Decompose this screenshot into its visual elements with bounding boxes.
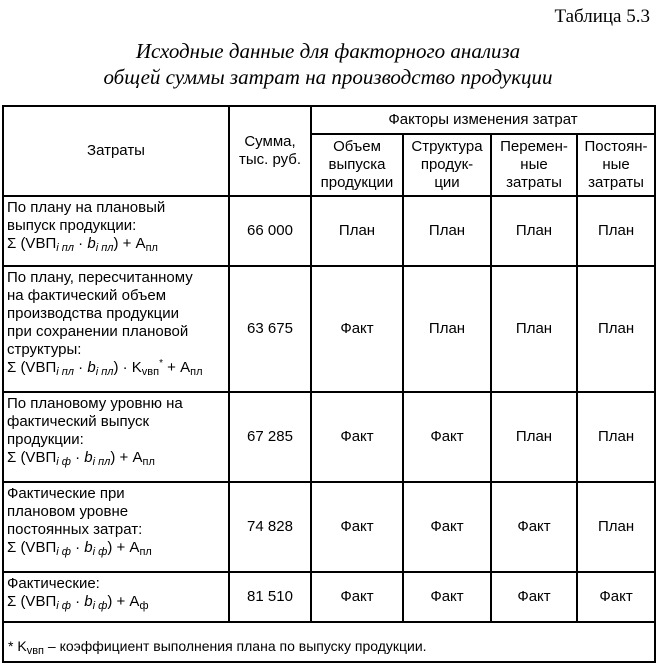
factor-value: План (491, 266, 577, 392)
formula-part: b (87, 235, 96, 252)
header-factor-line: ные (602, 156, 630, 173)
factor-value: Факт (311, 266, 403, 392)
factor-value: Факт (311, 392, 403, 482)
description-line: По плану, пересчитанному (7, 269, 193, 286)
header-factor-line: продук- (420, 156, 474, 173)
formula-sub: i пл (95, 366, 114, 378)
formula-sub: пл (139, 546, 152, 558)
factor-value: Факт (311, 482, 403, 572)
table-row (3, 196, 655, 266)
header-factor-line: затраты (506, 174, 562, 191)
description-line: По плану на плановый (7, 199, 166, 216)
formula-part: · (70, 539, 85, 556)
description-line: выпуск продукции: (7, 217, 137, 234)
header-factor-2 (491, 134, 577, 196)
factor-value: План (577, 196, 655, 266)
formula-part: b (84, 539, 93, 556)
formula-sub: i ф (56, 456, 71, 468)
formula-part: · (74, 359, 88, 376)
factor-value: Факт (403, 392, 491, 482)
header-factors: Факторы изменения затрат (311, 106, 655, 134)
formula-part: b (87, 359, 96, 376)
header-factor-line: Перемен- (500, 138, 568, 155)
factor-value: План (403, 196, 491, 266)
description-line: плановом уровне (7, 503, 129, 520)
footnote-subscript: vвп (26, 645, 44, 657)
factor-value: Факт (491, 482, 577, 572)
description-line: постоянных затрат: (7, 521, 143, 538)
header-factor-1 (403, 134, 491, 196)
formula-sub: пл (142, 456, 155, 468)
formula-sub: i пл (95, 242, 114, 254)
formula-sub: i пл (92, 456, 111, 468)
table-row (3, 266, 655, 392)
description-line: продукции: (7, 431, 84, 448)
formula-sub: vвп (141, 366, 160, 378)
description-line: Фактические при (7, 485, 125, 502)
sum-value: 63 675 (229, 266, 311, 392)
cost-description (3, 482, 229, 572)
formula-sub: пл (145, 242, 158, 254)
formula-part: Σ (VВП (7, 449, 57, 466)
formula-part: Σ (VВП (7, 235, 57, 252)
formula-part: Σ (VВП (7, 593, 57, 610)
cost-formula (7, 449, 225, 467)
cost-description (3, 572, 229, 622)
description-line: на фактический объем (7, 287, 167, 304)
header-factor-line: затраты (588, 174, 644, 191)
description-line: структуры: (7, 341, 82, 358)
sum-value: 67 285 (229, 392, 311, 482)
table-row (3, 392, 655, 482)
cost-description (3, 196, 229, 266)
cost-formula (7, 539, 225, 557)
formula-part: b (84, 449, 93, 466)
header-sum-line-1: Сумма, (244, 133, 296, 150)
header-factor-3 (577, 134, 655, 196)
factor-value: Факт (403, 482, 491, 572)
header-factor-line: Структура (411, 138, 483, 155)
formula-sub: i ф (92, 546, 108, 558)
footnote-marker: * K (8, 638, 27, 654)
header-factor-line: продукции (320, 174, 394, 191)
formula-part: b (84, 593, 93, 610)
formula-part: ) · K (113, 359, 142, 376)
factor-value: План (491, 196, 577, 266)
description-line: По плановому уровню на (7, 395, 183, 412)
cost-description (3, 266, 229, 392)
formula-part: + А (163, 359, 191, 376)
formula-part: ) + А (107, 593, 140, 610)
formula-sub: i ф (56, 600, 71, 612)
formula-sub: ф (139, 600, 149, 612)
header-factor-line: выпуска (328, 156, 386, 173)
factor-value: План (311, 196, 403, 266)
description-line: при сохранении плановой (7, 323, 189, 340)
header-factor-line: Постоян- (584, 138, 648, 155)
formula-sub: i ф (56, 546, 71, 558)
formula-sub: i пл (56, 366, 74, 378)
table-number-label: Таблица 5.3 (554, 6, 650, 27)
factor-analysis-table (2, 105, 656, 663)
header-sum (229, 106, 311, 196)
factor-value: План (577, 392, 655, 482)
factor-value: План (403, 266, 491, 392)
table-row (3, 572, 655, 622)
header-costs: Затраты (3, 106, 229, 196)
formula-star: * (159, 358, 164, 369)
cost-formula (7, 359, 225, 377)
formula-part: · (74, 235, 88, 252)
formula-sub: i ф (92, 600, 108, 612)
factor-value: Факт (491, 572, 577, 622)
formula-part: · (70, 449, 85, 466)
description-line: фактический выпуск (7, 413, 150, 430)
title-line-1: Исходные данные для факторного анализа (135, 39, 521, 63)
formula-sub: i пл (56, 242, 74, 254)
table-row (3, 482, 655, 572)
sum-value: 66 000 (229, 196, 311, 266)
formula-part: ) + А (107, 539, 140, 556)
factor-value: План (577, 266, 655, 392)
factor-value: План (491, 392, 577, 482)
sum-value: 81 510 (229, 572, 311, 622)
description-line: производства продукции (7, 305, 179, 322)
header-factor-line: ции (434, 174, 460, 191)
formula-sub: пл (190, 366, 203, 378)
footnote-text: – коэффициент выполнения плана по выпуску продукции. (44, 638, 427, 654)
formula-part: · (70, 593, 85, 610)
formula-part: ) + А (110, 449, 143, 466)
footnote (3, 622, 655, 662)
title-line-2: общей суммы затрат на производство продукции (103, 65, 553, 89)
header-factor-0 (311, 134, 403, 196)
header-sum-line-2: тыс. руб. (238, 151, 302, 168)
factor-value: План (577, 482, 655, 572)
factor-value: Факт (403, 572, 491, 622)
sum-value: 74 828 (229, 482, 311, 572)
header-factor-line: Объем (333, 138, 381, 155)
formula-part: Σ (VВП (7, 359, 57, 376)
formula-part: Σ (VВП (7, 539, 57, 556)
table-title (0, 38, 656, 90)
cost-formula (7, 593, 225, 611)
cost-description (3, 392, 229, 482)
header-factor-line: ные (520, 156, 548, 173)
cost-formula (7, 235, 225, 253)
factor-value: Факт (311, 572, 403, 622)
formula-part: ) + А (113, 235, 146, 252)
description-line: Фактические: (7, 575, 100, 592)
factor-value: Факт (577, 572, 655, 622)
